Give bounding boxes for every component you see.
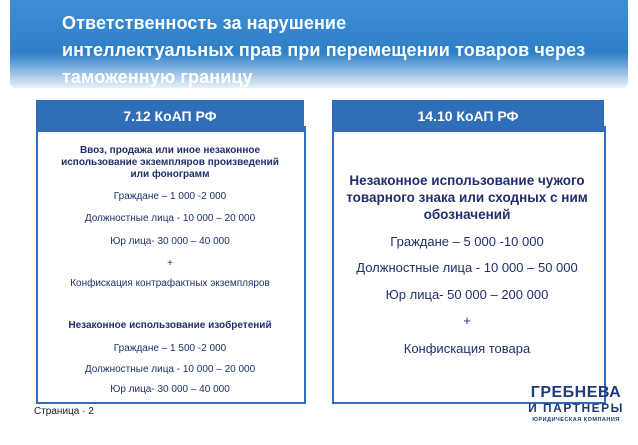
slide-title xyxy=(62,10,622,91)
page-number: Страница · 2 xyxy=(34,406,94,417)
slide-title-line-1: Ответственность за нарушение xyxy=(62,13,347,33)
right-fine-officials: Должностные лица - 10 000 – 50 000 xyxy=(356,260,578,275)
right-confiscation: Конфискация товара xyxy=(403,341,531,356)
logo-line-1: ГРЕБНЕВА xyxy=(530,384,622,401)
slide-title-line-3: таможенную границу xyxy=(62,67,253,87)
slide-title-line-2: интеллектуальных прав при перемещении товаров через xyxy=(62,40,586,60)
left-heading-1-line-1: Ввоз, продажа или иное незаконное xyxy=(79,145,261,156)
left-fine-officials-2: Должностные лица - 10 000 – 20 000 xyxy=(84,364,256,375)
right-fine-legal-entities: Юр лица- 50 000 – 200 000 xyxy=(385,287,549,302)
right-column-header: 14.10 КоАП РФ xyxy=(332,100,604,132)
company-logo xyxy=(526,384,626,436)
left-plus-sign: + xyxy=(167,258,173,269)
right-fine-citizens: Граждане – 5 000 -10 000 xyxy=(390,234,544,249)
left-heading-1-line-2: использование экземпляров произведений xyxy=(61,157,279,168)
left-confiscation: Конфискация контрафактных экземпляров xyxy=(70,278,270,289)
left-fine-legal-entities: Юр лица- 30 000 – 40 000 xyxy=(110,236,230,247)
left-fine-citizens: Граждане – 1 000 -2 000 xyxy=(113,191,227,202)
left-column-header: 7.12 КоАП РФ xyxy=(36,100,304,132)
logo-line-2: И ПАРТНЕРЫ xyxy=(528,401,624,415)
left-heading-1-line-3: или фонограмм xyxy=(130,169,210,180)
right-heading-line-2: товарного знака или сходных с ним xyxy=(346,190,588,205)
right-heading-line-3: обозначений xyxy=(423,207,511,222)
left-fine-officials: Должностные лица - 10 000 – 20 000 xyxy=(84,213,256,224)
right-plus-sign: + xyxy=(463,313,471,328)
right-heading-line-1: Незаконное использование чужого xyxy=(349,173,585,188)
logo-line-3: ЮРИДИЧЕСКАЯ КОМПАНИЯ xyxy=(532,417,620,423)
left-heading-2: Незаконное использование изобретений xyxy=(68,320,272,331)
left-fine-citizens-2: Граждане – 1 500 -2 000 xyxy=(113,343,227,354)
left-fine-legal-entities-2: Юр лица- 30 000 – 40 000 xyxy=(110,384,230,395)
